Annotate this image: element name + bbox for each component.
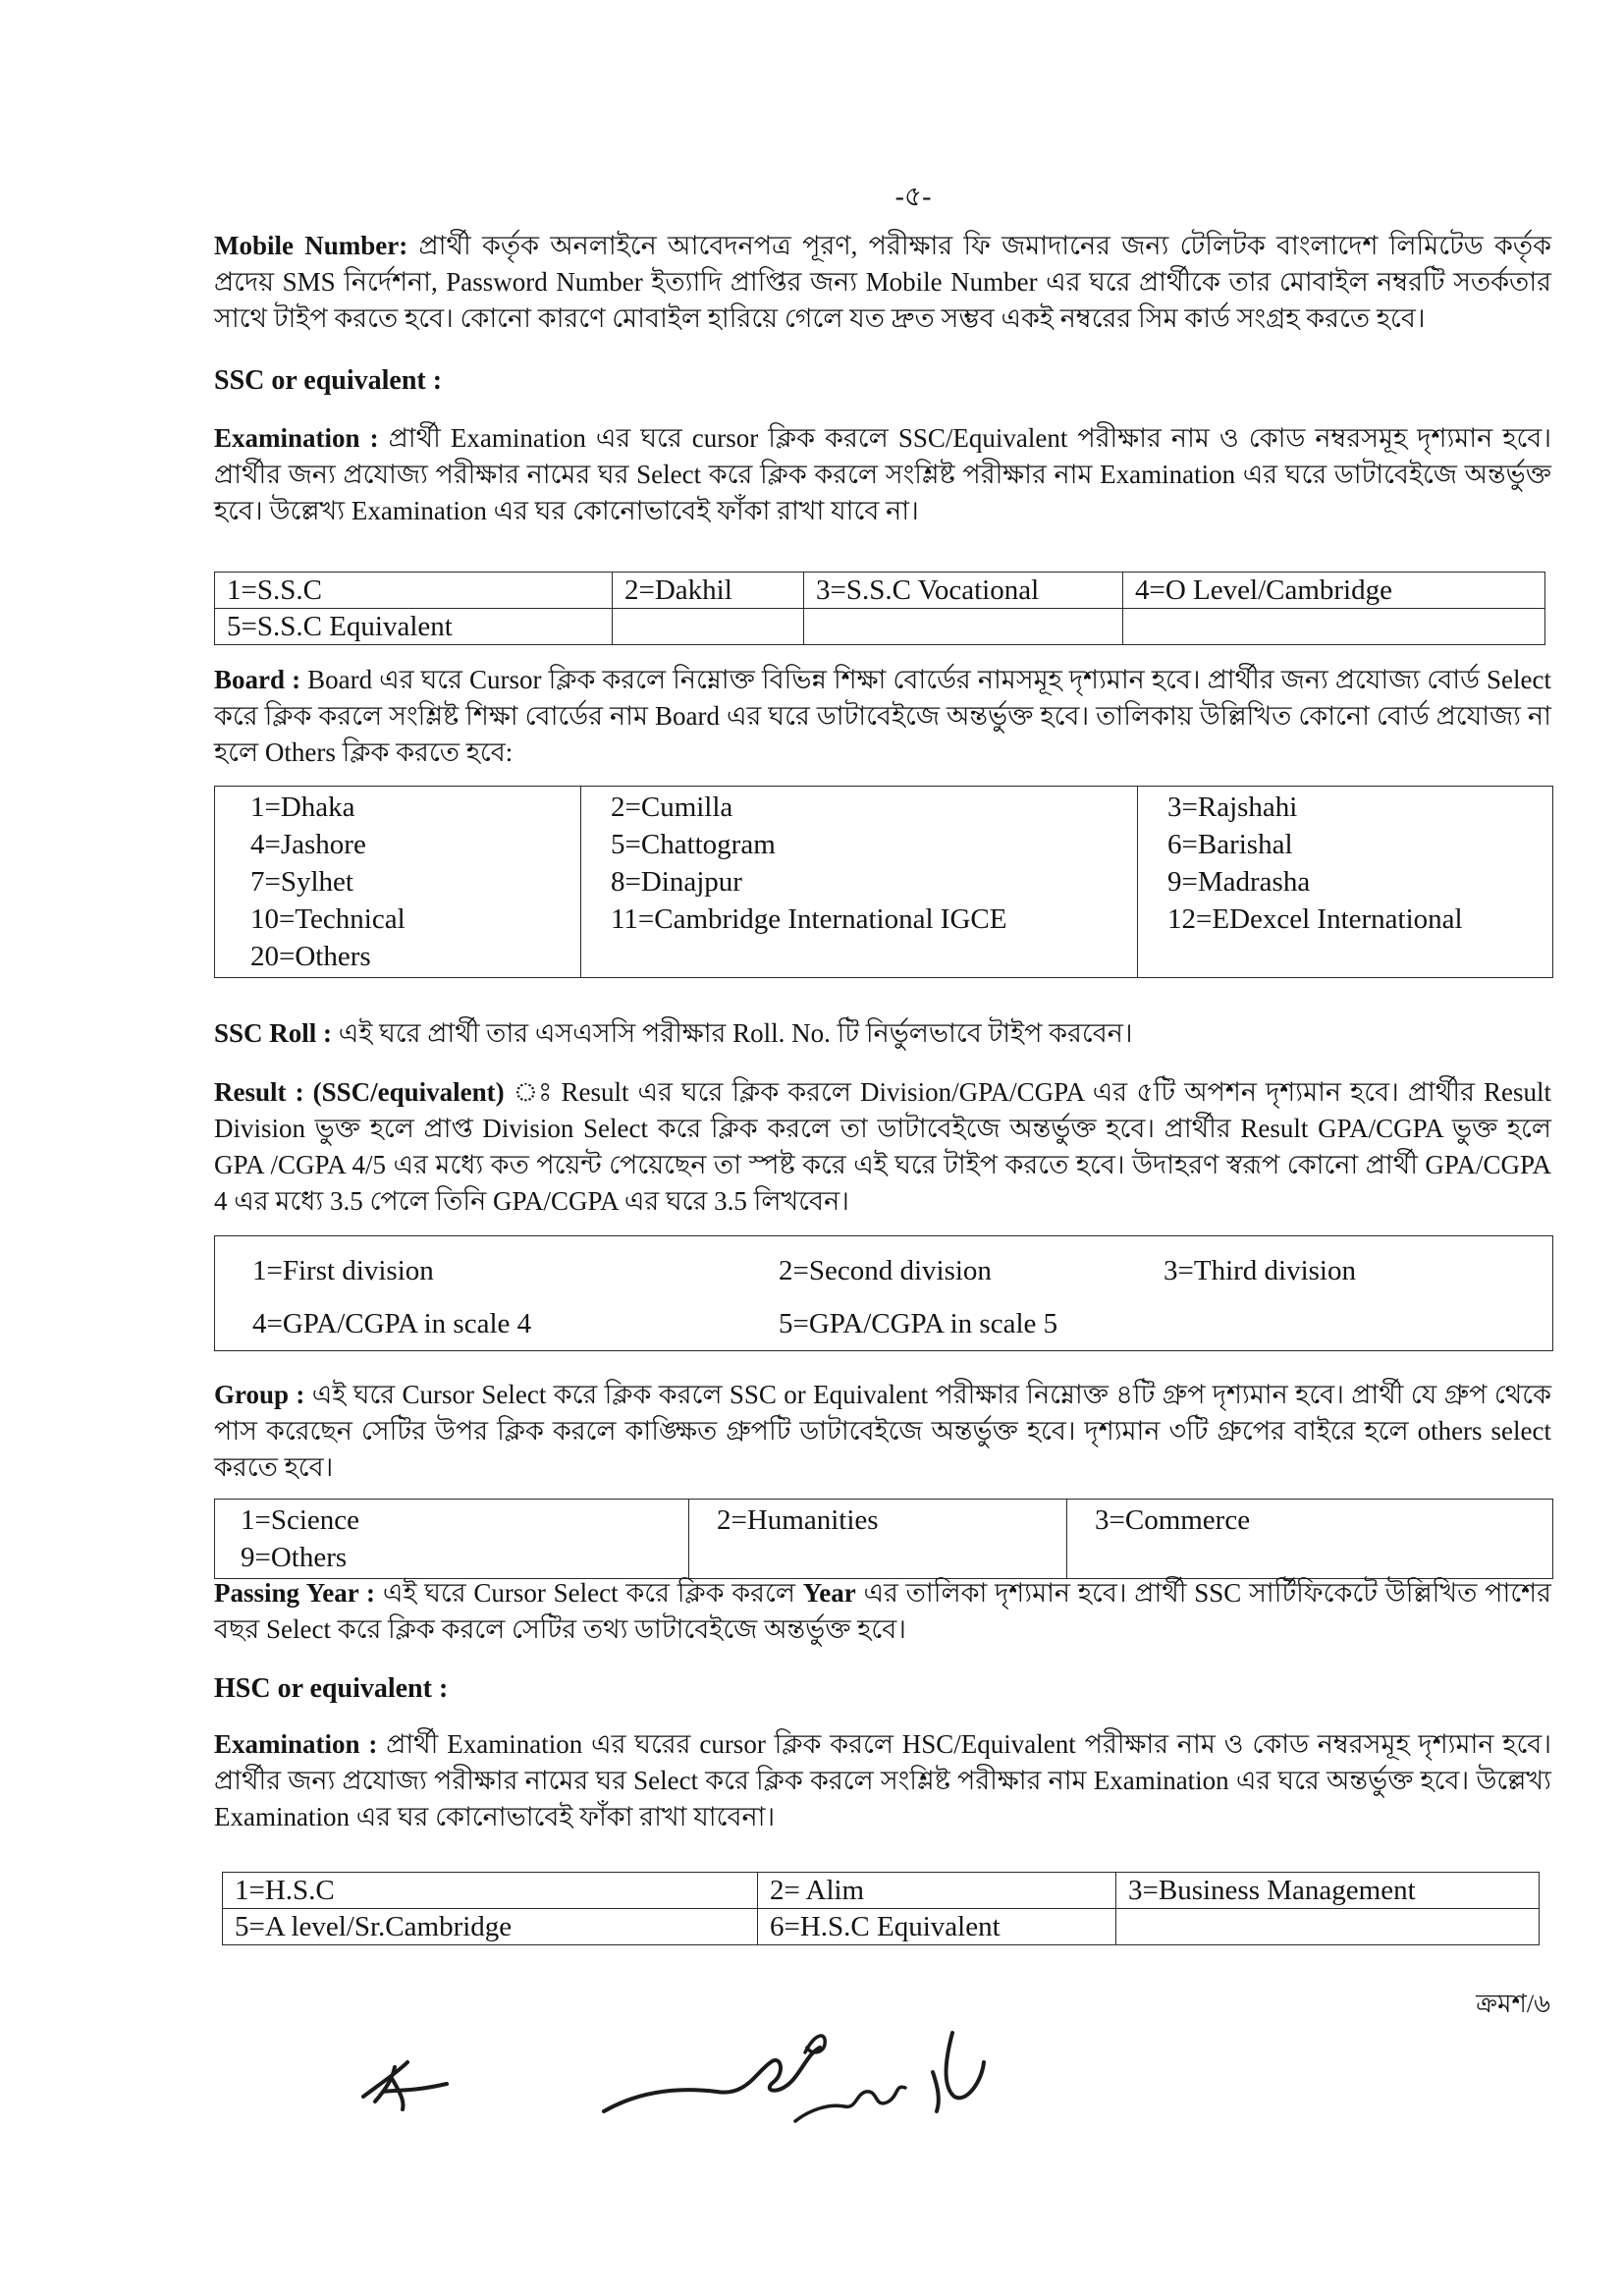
- board-column: [581, 787, 1138, 978]
- list-item: 20=Others: [250, 941, 371, 972]
- table-cell: 3=S.S.C Vocational: [804, 573, 1123, 609]
- group-paragraph: [214, 1377, 1551, 1486]
- result-table: [214, 1235, 1553, 1351]
- mobile-number-paragraph: [214, 228, 1551, 337]
- list-item: 3=Third division: [1164, 1255, 1356, 1286]
- hsc-exam-table: [222, 1872, 1540, 1945]
- ssc-exam-table: [214, 572, 1545, 645]
- table-cell: 5=A level/Sr.Cambridge: [223, 1909, 758, 1945]
- result-column: [779, 1244, 1164, 1350]
- list-item: 3=Commerce: [1095, 1504, 1251, 1536]
- list-item: 11=Cambridge International IGCE: [611, 903, 1007, 935]
- list-item: 7=Sylhet: [250, 866, 353, 898]
- table-row: [215, 609, 1545, 645]
- hsc-examination-paragraph: [214, 1726, 1551, 1835]
- hsc-heading: HSC or equivalent :: [214, 1673, 449, 1704]
- list-item: 2=Second division: [779, 1255, 992, 1286]
- table-cell: [613, 609, 804, 645]
- result-box: [215, 1236, 1553, 1351]
- passing-year-year-word: Year: [802, 1578, 856, 1608]
- list-item: 6=Barishal: [1167, 829, 1293, 860]
- result-label: Result : (SSC/equivalent): [214, 1077, 505, 1107]
- hsc-examination-label: Examination :: [214, 1729, 378, 1759]
- table-cell: 2= Alim: [758, 1873, 1116, 1909]
- group-text: এই ঘরে Cursor Select করে ক্লিক করলে SSC or Equivalent পরীক্ষার নিম্নোক্ত ৪টি গ্রুপ দৃশ্যমান হবে। প্রার্থী যে গ্রুপ থেকে পাস করেছেন সেটির উপর ক্লিক করলে কাঙ্ক্ষিত গ্রুপটি ডাটাবেইজে অন্তর্ভুক্ত হবে। দৃশ্যমান ৩টি গ্রুপের বাইরে হলে others select করতে হবে।: [214, 1380, 1551, 1482]
- ssc-examination-paragraph: [214, 420, 1551, 529]
- initials-signature: [353, 2043, 461, 2121]
- table-cell: [1123, 609, 1545, 645]
- continued-note: ক্রমশ/৬: [1476, 1990, 1550, 2018]
- list-item: 1=Dhaka: [250, 792, 355, 823]
- list-item: 10=Technical: [250, 903, 406, 935]
- list-item: 12=EDexcel International: [1167, 903, 1463, 935]
- group-column: [1067, 1500, 1553, 1579]
- page-number: -৫-: [894, 182, 932, 212]
- board-text: Board এর ঘরে Cursor ক্লিক করলে নিম্নোক্ত বিভিন্ন শিক্ষা বোর্ডের নামসমূহ দৃশ্যমান হবে। প্রার্থীর জন্য প্রযোজ্য বোর্ড Select করে ক্লিক করলে সংশ্লিষ্ট শিক্ষা বোর্ডের নাম Board এর ঘরে ডাটাবেইজে অন্তর্ভুক্ত হবে। তালিকায় উল্লিখিত কোনো বোর্ড প্রযোজ্য না হলে Others ক্লিক করতে হবে:: [214, 665, 1551, 767]
- table-cell: 6=H.S.C Equivalent: [758, 1909, 1116, 1945]
- passing-year-paragraph: [214, 1575, 1551, 1648]
- ssc-roll-label: SSC Roll :: [214, 1018, 333, 1048]
- list-item: 2=Cumilla: [611, 792, 733, 823]
- table-row: [215, 573, 1545, 609]
- board-label: Board :: [214, 665, 301, 694]
- mobile-number-text: প্রার্থী কর্তৃক অনলাইনে আবেদনপত্র পূরণ, পরীক্ষার ফি জমাদানের জন্য টেলিটক বাংলাদেশ লিমিটেড কর্তৃক প্রদেয় SMS নির্দেশনা, Password Number ইত্যাদি প্রাপ্তির জন্য Mobile Number এর ঘরে প্রার্থীকে তার মোবাইল নম্বরটি সতর্কতার সাথে টাইপ করতে হবে। কোনো কারণে মোবাইল হারিয়ে গেলে যত দ্রুত সম্ভব একই নম্বরের সিম কার্ড সংগ্রহ করতে হবে।: [214, 231, 1551, 333]
- table-cell: [804, 609, 1123, 645]
- passing-year-text: এই ঘরে Cursor Select করে ক্লিক করলে: [375, 1578, 803, 1608]
- ssc-examination-label: Examination :: [214, 423, 379, 453]
- ssc-examination-text: প্রার্থী Examination এর ঘরে cursor ক্লিক করলে SSC/Equivalent পরীক্ষার নাম ও কোড নম্বরসমূহ দৃশ্যমান হবে। প্রার্থীর জন্য প্রযোজ্য পরীক্ষার নামের ঘর Select করে ক্লিক করলে সংশ্লিষ্ট পরীক্ষার নাম Examination এর ঘরে ডাটাবেইজে অন্তর্ভুক্ত হবে। উল্লেখ্য Examination এর ঘর কোনোভাবেই ফাঁকা রাখা যাবে না।: [214, 423, 1551, 525]
- result-column: [1164, 1244, 1356, 1350]
- table-row: [215, 1500, 1553, 1579]
- board-table: [214, 786, 1553, 978]
- list-item: 4=Jashore: [250, 829, 366, 860]
- table-cell: 1=H.S.C: [223, 1873, 758, 1909]
- result-text: ঃ Result এর ঘরে ক্লিক করলে Division/GPA/CGPA এর ৫টি অপশন দৃশ্যমান হবে। প্রার্থীর Result Division ভুক্ত হলে প্রাপ্ত Division Select করে ক্লিক করলে তা ডাটাবেইজে অন্তর্ভুক্ত হবে। প্রার্থীর Result GPA/CGPA ভুক্ত হলে GPA /CGPA 4/5 এর মধ্যে কত পয়েন্ট পেয়েছেন তা স্পষ্ট করে এই ঘরে টাইপ করতে হবে। উদাহরণ স্বরূপ কোনো প্রার্থী GPA/CGPA 4 এর মধ্যে 3.5 পেলে তিনি GPA/CGPA এর ঘরে 3.5 লিখবেন।: [214, 1077, 1551, 1216]
- handwritten-signature: [599, 1993, 1011, 2151]
- list-item: 2=Humanities: [717, 1504, 879, 1536]
- passing-year-label: Passing Year :: [214, 1578, 376, 1608]
- list-item: 1=First division: [252, 1255, 434, 1286]
- table-cell: 1=S.S.C: [215, 573, 613, 609]
- mobile-number-label: Mobile Number:: [214, 231, 408, 260]
- group-label: Group :: [214, 1380, 305, 1409]
- board-column: [215, 787, 581, 978]
- list-item: 4=GPA/CGPA in scale 4: [252, 1308, 532, 1339]
- table-row: [215, 1236, 1553, 1351]
- table-cell: 4=O Level/Cambridge: [1123, 573, 1545, 609]
- ssc-roll-paragraph: [214, 1015, 1551, 1052]
- passing-year-text-continued: এর তালিকা দৃশ্যমান হবে। প্রার্থী SSC সার্টিফিকেটে উল্লিখিত পাশের বছর Select করে ক্লিক করলে সেটির তথ্য ডাটাবেইজে অন্তর্ভুক্ত হবে।: [214, 1578, 1551, 1644]
- board-column: [1138, 787, 1553, 978]
- ssc-heading: SSC or equivalent :: [214, 365, 443, 396]
- list-item: 5=GPA/CGPA in scale 5: [779, 1308, 1058, 1339]
- table-cell: 3=Business Management: [1116, 1873, 1540, 1909]
- table-cell: 2=Dakhil: [613, 573, 804, 609]
- board-paragraph: [214, 662, 1551, 771]
- group-column: [215, 1500, 689, 1579]
- table-cell: [1116, 1909, 1540, 1945]
- list-item: 9=Madrasha: [1167, 866, 1311, 898]
- table-row: [223, 1909, 1540, 1945]
- result-paragraph: [214, 1074, 1551, 1220]
- list-item: 5=Chattogram: [611, 829, 776, 860]
- list-item: 8=Dinajpur: [611, 866, 742, 898]
- table-cell: 5=S.S.C Equivalent: [215, 609, 613, 645]
- hsc-examination-text: প্রার্থী Examination এর ঘরের cursor ক্লিক করলে HSC/Equivalent পরীক্ষার নাম ও কোড নম্বরসমূহ দৃশ্যমান হবে। প্রার্থীর জন্য প্রযোজ্য পরীক্ষার নামের ঘর Select করে ক্লিক করলে সংশ্লিষ্ট পরীক্ষার নাম Examination এর ঘরে অন্তর্ভুক্ত হবে। উল্লেখ্য Examination এর ঘর কোনোভাবেই ফাঁকা রাখা যাবেনা।: [214, 1729, 1551, 1831]
- group-column: [689, 1500, 1067, 1579]
- list-item: 3=Rajshahi: [1167, 792, 1298, 823]
- list-item: 9=Others: [241, 1542, 348, 1573]
- group-table: [214, 1499, 1553, 1579]
- table-row: [215, 787, 1553, 978]
- list-item: 1=Science: [241, 1504, 360, 1536]
- table-row: [223, 1873, 1540, 1909]
- result-column: [252, 1244, 779, 1350]
- ssc-roll-text: এই ঘরে প্রার্থী তার এসএসসি পরীক্ষার Roll. No. টি নির্ভুলভাবে টাইপ করবেন।: [332, 1018, 1133, 1048]
